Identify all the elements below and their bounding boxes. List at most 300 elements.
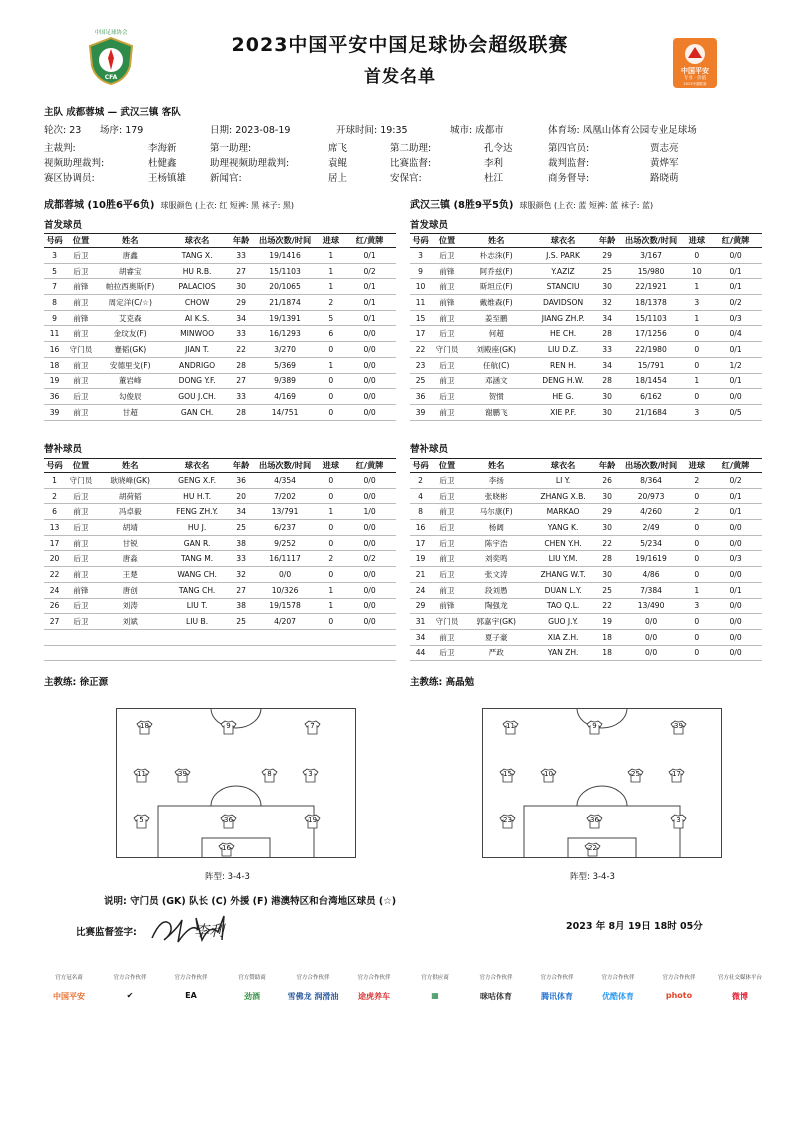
official-role: 赛区协调员:: [44, 173, 95, 184]
player-cell: 0/1: [709, 582, 762, 598]
player-shirt-icon: [220, 720, 237, 735]
player-cell: 5/234: [618, 535, 685, 551]
player-cell: 前卫: [431, 504, 463, 520]
player-shirt-icon: [218, 842, 235, 857]
player-cell: 1: [319, 279, 344, 295]
player-cell: 25: [410, 373, 431, 389]
player-cell: STANCIU: [530, 279, 597, 295]
player-shirt-icon: [499, 768, 516, 783]
player-cell: 0/0: [343, 567, 396, 583]
player-row: [44, 310, 396, 326]
player-shirt-icon: [627, 768, 644, 783]
column-header: 姓名: [463, 234, 530, 248]
player-shirt-icon: [670, 814, 687, 829]
official-name: 路晓萌: [650, 173, 679, 184]
player-cell: 1: [319, 582, 344, 598]
player-cell: 38: [231, 535, 252, 551]
player-cell: 0/1: [709, 263, 762, 279]
sponsor-label: 官方合作伙伴: [479, 975, 513, 981]
player-row: [44, 342, 396, 358]
player-cell: 18/1454: [618, 373, 685, 389]
away-subs-table: [410, 458, 762, 661]
player-cell: 斯坦丘(F): [463, 279, 530, 295]
player-cell: 后卫: [65, 488, 97, 504]
player-cell: 0/0: [343, 614, 396, 630]
player-row: [410, 567, 762, 583]
player-cell: YANG K.: [530, 520, 597, 536]
player-cell: 0/1: [343, 279, 396, 295]
player-cell: 0: [685, 520, 710, 536]
home-formation-pitch: [116, 708, 356, 858]
player-cell: 守门员: [431, 614, 463, 630]
sponsor-label: 官方赞助商: [238, 975, 266, 981]
player-cell: 0: [685, 326, 710, 342]
player-cell: 3/167: [618, 248, 685, 264]
player-cell: 后卫: [431, 389, 463, 405]
player-cell: REN H.: [530, 357, 597, 373]
player-cell: 33: [231, 248, 252, 264]
player-cell: 9/389: [252, 373, 319, 389]
official-name: 孔令达: [484, 143, 513, 154]
column-header: 进球: [685, 234, 710, 248]
shirt-number: 3: [676, 816, 681, 824]
player-cell: 0/0: [343, 389, 396, 405]
player-cell: 0/3: [709, 310, 762, 326]
home-starters-label: 首发球员: [44, 220, 83, 231]
player-cell: TANG CH.: [164, 582, 231, 598]
player-cell: 胡靖: [97, 520, 164, 536]
player-cell: 前卫: [65, 504, 97, 520]
player-cell: 25: [231, 614, 252, 630]
player-row: [410, 279, 762, 295]
player-cell: HE CH.: [530, 326, 597, 342]
sponsor-logo: 腾讯体育: [541, 992, 573, 1001]
away-formation: 阵型: 3-4-3: [570, 872, 615, 882]
player-row: [44, 551, 396, 567]
player-cell: MINWOO: [164, 326, 231, 342]
player-cell: 0/0: [709, 598, 762, 614]
player-cell: 17/1256: [618, 326, 685, 342]
player-cell: 胡睿宝: [97, 263, 164, 279]
column-header: 进球: [685, 459, 710, 473]
player-cell: 22: [597, 535, 618, 551]
official-role: 第二助理:: [390, 143, 432, 154]
stadium: 体育场: 凤凰山体育公园专业足球场: [548, 125, 697, 136]
player-cell: GAN R.: [164, 535, 231, 551]
player-cell: 16: [44, 342, 65, 358]
csl-logo: [673, 38, 717, 88]
player-row: [44, 567, 396, 583]
player-cell: 4/260: [618, 504, 685, 520]
player-cell: 前卫: [65, 326, 97, 342]
away-team-header: [410, 196, 653, 211]
player-cell: 勾俊辰: [97, 389, 164, 405]
player-cell: 38: [231, 598, 252, 614]
shirt-number: 25: [631, 770, 640, 778]
player-cell: 19/1578: [252, 598, 319, 614]
player-row: [44, 404, 396, 420]
kickoff-time: 开球时间: 19:35: [336, 125, 408, 136]
player-shirt-icon: [133, 814, 150, 829]
signature-label: 比赛监督签字:: [76, 927, 137, 938]
column-header: 球衣名: [164, 234, 231, 248]
player-cell: 后卫: [431, 248, 463, 264]
player-shirt-icon: [261, 768, 278, 783]
player-cell: 刘奕鸣: [463, 551, 530, 567]
shirt-number: 3: [308, 770, 313, 778]
sponsor-logo: 咪咕体育: [480, 992, 512, 1001]
player-cell: 任航(C): [463, 357, 530, 373]
player-shirt-icon: [584, 842, 601, 857]
sponsor-label: 官方合作伙伴: [601, 975, 635, 981]
player-row: [44, 295, 396, 311]
player-cell: 17: [410, 535, 431, 551]
csl-logo-text: 中国平安: [681, 67, 709, 75]
player-cell: 3/270: [252, 342, 319, 358]
page-title: 2023中国平安中国足球协会超级联赛: [231, 34, 569, 56]
player-cell: 3: [685, 295, 710, 311]
sponsor-label: 官方合作伙伴: [296, 975, 330, 981]
table-header-row: [44, 459, 396, 473]
player-cell: WANG CH.: [164, 567, 231, 583]
player-cell: 后卫: [431, 473, 463, 489]
player-cell: 36: [410, 389, 431, 405]
player-cell: 21: [410, 567, 431, 583]
column-header: 球衣名: [530, 459, 597, 473]
player-cell: 30: [597, 567, 618, 583]
player-cell: 0: [319, 535, 344, 551]
player-cell: 后卫: [431, 535, 463, 551]
player-cell: 刘斌: [97, 614, 164, 630]
player-cell: 0/1: [343, 295, 396, 311]
player-shirt-icon: [220, 814, 237, 829]
player-cell: 前卫: [65, 567, 97, 583]
player-cell: 邓涵文: [463, 373, 530, 389]
away-starters-label: 首发球员: [410, 220, 449, 231]
player-cell: 0/0: [709, 389, 762, 405]
player-cell: 后卫: [431, 357, 463, 373]
player-cell: 9: [44, 310, 65, 326]
player-row: [410, 535, 762, 551]
player-cell: 10: [410, 279, 431, 295]
player-cell: 2/49: [618, 520, 685, 536]
shirt-number: 11: [506, 722, 515, 730]
shirt-number: 17: [672, 770, 681, 778]
player-shirt-icon: [540, 768, 557, 783]
player-cell: 0: [319, 520, 344, 536]
player-cell: 前锋: [65, 279, 97, 295]
player-cell: 10/326: [252, 582, 319, 598]
player-cell: 前卫: [65, 404, 97, 420]
player-cell: 34: [231, 504, 252, 520]
column-header: 出场次数/时间: [252, 234, 319, 248]
player-cell: 1: [685, 279, 710, 295]
home-subs-table: [44, 458, 396, 661]
sponsor-logo: 优酷体育: [602, 992, 634, 1001]
player-cell: 0/1: [709, 342, 762, 358]
shirt-number: 9: [592, 722, 597, 730]
column-header: 号码: [44, 234, 65, 248]
player-shirt-icon: [670, 720, 687, 735]
player-cell: 10: [685, 263, 710, 279]
shirt-number: 10: [544, 770, 553, 778]
player-cell: LIU T.: [164, 598, 231, 614]
player-cell: 0/5: [709, 404, 762, 420]
player-cell: 1: [319, 598, 344, 614]
player-cell: 30: [597, 389, 618, 405]
player-row: [410, 389, 762, 405]
column-header: 姓名: [97, 234, 164, 248]
player-shirt-icon: [586, 814, 603, 829]
column-header: 号码: [410, 459, 431, 473]
player-cell: 0/0: [618, 614, 685, 630]
player-cell: 前锋: [431, 263, 463, 279]
player-cell: TANG M.: [164, 551, 231, 567]
player-cell: 16/1293: [252, 326, 319, 342]
player-row: [410, 342, 762, 358]
player-cell: 0/1: [709, 279, 762, 295]
player-cell: 18/1378: [618, 295, 685, 311]
player-cell: 前卫: [431, 629, 463, 645]
player-cell: HE G.: [530, 389, 597, 405]
player-cell: 15/1103: [618, 310, 685, 326]
player-cell: 13/490: [618, 598, 685, 614]
player-cell: 戴维森(F): [463, 295, 530, 311]
player-cell: 26: [597, 473, 618, 489]
official-name: 李海新: [148, 143, 177, 154]
player-cell: 1/2: [709, 357, 762, 373]
player-cell: 马尔康(F): [463, 504, 530, 520]
player-cell: 0: [685, 629, 710, 645]
player-cell: JIANG ZH.P.: [530, 310, 597, 326]
player-cell: 前锋: [431, 598, 463, 614]
player-cell: 19: [44, 373, 65, 389]
player-cell: 0/0: [709, 614, 762, 630]
away-kit: 球服颜色 (上衣: 蓝 短裤: 蓝 袜子: 蓝): [519, 201, 654, 210]
column-header: 出场次数/时间: [618, 459, 685, 473]
player-row: [410, 598, 762, 614]
player-cell: CHEN Y.H.: [530, 535, 597, 551]
csl-logo-sub: 专业 · 价值: [683, 76, 707, 81]
player-cell: 18: [44, 357, 65, 373]
player-cell: 后卫: [65, 263, 97, 279]
player-cell: 20/1065: [252, 279, 319, 295]
column-header: 年龄: [597, 459, 618, 473]
sponsor-logo: 中国平安: [53, 992, 85, 1001]
player-cell: 0/0: [252, 567, 319, 583]
player-cell: 帕拉西奥斯(F): [97, 279, 164, 295]
shirt-number: 7: [310, 722, 315, 730]
table-header-row: [410, 459, 762, 473]
player-cell: 0: [319, 342, 344, 358]
player-cell: 0/2: [343, 263, 396, 279]
player-cell: 22: [597, 598, 618, 614]
player-row: [410, 504, 762, 520]
sponsor-logo: 雪佛龙 润滑油: [287, 992, 339, 1001]
shirt-number: 36: [224, 816, 233, 824]
player-cell: 0: [685, 551, 710, 567]
shirt-number: 23: [503, 816, 512, 824]
player-cell: 严政: [463, 645, 530, 661]
player-cell: 30: [597, 520, 618, 536]
cfa-logo-arc-text: 中国足球协会: [94, 30, 128, 36]
official-role: 主裁判:: [44, 143, 76, 154]
home-subs-label: 替补球员: [44, 444, 83, 455]
sponsor-label: 官方合作伙伴: [662, 975, 696, 981]
player-row: [44, 279, 396, 295]
shirt-number: 11: [137, 770, 146, 778]
player-cell: 张晓彬: [463, 488, 530, 504]
player-cell: 守门员: [65, 473, 97, 489]
player-cell: 李扬: [463, 473, 530, 489]
column-header: 年龄: [231, 234, 252, 248]
player-cell: 0: [685, 357, 710, 373]
legend-note: 说明: 守门员 (GK) 队长 (C) 外援 (F) 港澳特区和台湾地区球员 (☆): [104, 896, 397, 907]
player-cell: 28: [597, 373, 618, 389]
player-cell: 1: [319, 248, 344, 264]
player-cell: 6: [44, 504, 65, 520]
player-cell: 周定洋(C/☆): [97, 295, 164, 311]
player-cell: 王楚: [97, 567, 164, 583]
sponsor-label: 官方合作伙伴: [357, 975, 391, 981]
sponsor-strip: [40, 973, 770, 1013]
player-cell: 27: [44, 614, 65, 630]
player-cell: 后卫: [431, 488, 463, 504]
player-cell: 金玟友(F): [97, 326, 164, 342]
cfa-logo-text: CFA: [104, 74, 118, 81]
player-cell: 1: [319, 504, 344, 520]
player-cell: 24: [410, 582, 431, 598]
player-cell: 张文涛: [463, 567, 530, 583]
player-cell: 阿乔兹(F): [463, 263, 530, 279]
player-row: [44, 473, 396, 489]
sign-time: 2023 年 8月 19日 18时 05分: [566, 921, 703, 932]
player-row: [410, 520, 762, 536]
player-cell: 0/1: [343, 248, 396, 264]
sponsor-label: 官方合作伙伴: [540, 975, 574, 981]
player-cell: 后卫: [65, 520, 97, 536]
player-cell: 2: [44, 488, 65, 504]
player-cell: LIU D.Z.: [530, 342, 597, 358]
player-cell: 21/1684: [618, 404, 685, 420]
player-cell: 30: [597, 279, 618, 295]
sponsor-logo: EA: [185, 991, 197, 1000]
official-name: 席飞: [328, 143, 348, 154]
player-cell: 前锋: [65, 582, 97, 598]
player-cell: 15/980: [618, 263, 685, 279]
player-cell: 15/791: [618, 357, 685, 373]
column-header: 年龄: [231, 459, 252, 473]
player-cell: 25: [231, 520, 252, 536]
player-cell: 18: [597, 629, 618, 645]
column-header: 年龄: [597, 234, 618, 248]
player-cell: 29: [410, 598, 431, 614]
player-cell: 30: [231, 279, 252, 295]
player-cell: 0/0: [709, 629, 762, 645]
player-cell: 4/207: [252, 614, 319, 630]
player-cell: 0: [685, 535, 710, 551]
player-cell: 24: [44, 582, 65, 598]
player-cell: 7/202: [252, 488, 319, 504]
player-row: [410, 295, 762, 311]
official-name: 王杨镇雄: [148, 173, 187, 184]
shirt-number: 15: [503, 770, 512, 778]
player-cell: 守门员: [65, 342, 97, 358]
player-cell: 2: [319, 551, 344, 567]
player-cell: 19/1619: [618, 551, 685, 567]
player-cell: 前卫: [65, 295, 97, 311]
player-cell: 0/1: [709, 488, 762, 504]
player-row: [44, 373, 396, 389]
player-cell: 0: [685, 342, 710, 358]
player-cell: 0/0: [709, 248, 762, 264]
player-cell: 14/751: [252, 404, 319, 420]
player-row: [410, 404, 762, 420]
empty-row: [44, 629, 396, 645]
player-cell: 前锋: [431, 295, 463, 311]
player-cell: 8/364: [618, 473, 685, 489]
player-cell: 0/3: [709, 551, 762, 567]
player-row: [410, 629, 762, 645]
shirt-number: 36: [590, 816, 599, 824]
player-cell: 0/0: [709, 645, 762, 661]
away-formation-pitch: [482, 708, 722, 858]
player-cell: ANDRIGO: [164, 357, 231, 373]
player-cell: 甘超: [97, 404, 164, 420]
official-name: 黄烨军: [650, 158, 679, 169]
match-date: 日期: 2023-08-19: [210, 125, 291, 136]
official-name: 贾志亮: [650, 143, 679, 154]
official-role: 助理视频助理裁判:: [210, 158, 290, 169]
player-cell: 段刘愚: [463, 582, 530, 598]
player-cell: J.S. PARK: [530, 248, 597, 264]
player-cell: 13/791: [252, 504, 319, 520]
player-cell: 2: [410, 473, 431, 489]
player-cell: 0/1: [343, 310, 396, 326]
away-team-name: 武汉三镇 (8胜9平5负): [410, 200, 514, 211]
player-cell: 1: [685, 373, 710, 389]
empty-row: [44, 645, 396, 661]
official-role: 第四官员:: [548, 143, 590, 154]
shirt-number: 5: [139, 816, 144, 824]
player-cell: 36: [231, 473, 252, 489]
official-role: 裁判监督:: [548, 158, 590, 169]
player-cell: 17: [44, 535, 65, 551]
player-cell: 0/0: [343, 357, 396, 373]
player-cell: 2: [685, 473, 710, 489]
column-header: 号码: [44, 459, 65, 473]
player-cell: 前卫: [65, 357, 97, 373]
player-cell: 28: [231, 404, 252, 420]
player-cell: 前卫: [431, 551, 463, 567]
player-row: [44, 535, 396, 551]
column-header: 进球: [319, 234, 344, 248]
player-cell: TANG X.: [164, 248, 231, 264]
player-cell: 27: [231, 373, 252, 389]
player-cell: 5: [44, 263, 65, 279]
player-row: [410, 582, 762, 598]
player-cell: 后卫: [431, 520, 463, 536]
player-cell: 0/2: [709, 473, 762, 489]
player-cell: 20: [231, 488, 252, 504]
player-cell: 刘涛: [97, 598, 164, 614]
shirt-number: 8: [267, 770, 272, 778]
player-cell: 董岩峰: [97, 373, 164, 389]
player-cell: 0: [319, 567, 344, 583]
player-row: [44, 263, 396, 279]
player-cell: 何超: [463, 326, 530, 342]
player-cell: 8: [44, 295, 65, 311]
